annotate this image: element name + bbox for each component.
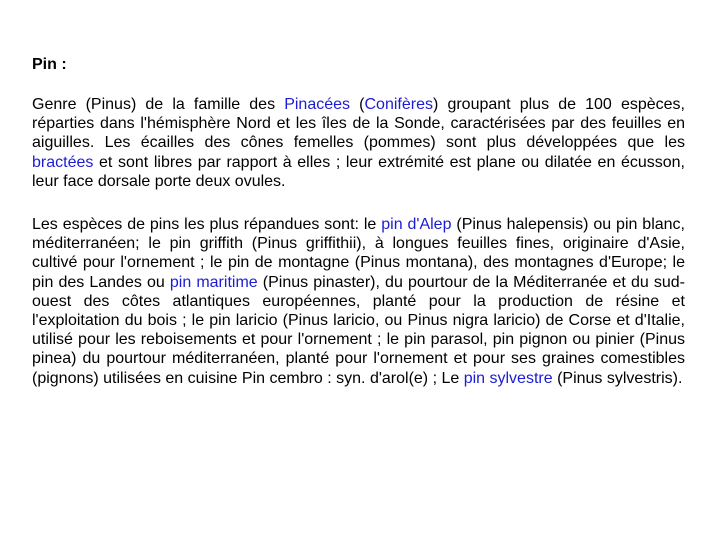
paragraph-text: (Pinus sylvestris).: [552, 369, 683, 387]
paragraph-text: Genre (Pinus) de la famille des: [32, 96, 285, 113]
link-pinacees[interactable]: Pinacées: [284, 96, 351, 113]
paragraph-text: et sont libres par rapport à elles ; leur extrémité est plane ou dilatée en écusson, leur face dorsale porte deux ovules.: [32, 153, 685, 190]
link-pin-maritime[interactable]: pin maritime: [169, 273, 258, 291]
paragraph-text: (Pinus halepensis) ou pin blanc, méditerranéen; le pin griffith (Pinus griffithii), à longues feuilles fines, originaire d'Asie, cultivé pour l'ornement ; le pin de montagne (Pinus montana), des montagnes d'Europe; le pin des Landes ou: [32, 216, 686, 291]
link-pin-alep[interactable]: pin d'Alep: [381, 216, 452, 233]
paragraph-text: (Pinus pinaster), du pourtour de la Méditerranée et du sud-ouest des côtes atlantiques européennes, planté pour la production de résine et l'exploitation du bois ; le pin laricio (Pinus laricio, ou Pinus nigra laricio) de Corse et d'Italie, utilisé pour les reboisements et pour l'ornement ; le pin parasol, pin pignon ou pinier (Pinus pinea) du pourtour méditerranéen, planté pour l'ornement et pour ses graines comestibles (pignons) utilisées en cuisine Pin cembro : syn. d'arol(e) ; Le: [32, 273, 685, 387]
paragraph-text: ) groupant plus de 100 espèces, réparties dans l'hémisphère Nord et les îles de la Sonde, caractérisées par des feuilles en aiguilles. Les écailles des cônes femelles (pommes) sont plus développées que les: [32, 96, 685, 152]
paragraph-genre: [32, 95, 685, 191]
paragraph-especes: [32, 215, 685, 388]
link-pin-sylvestre[interactable]: pin sylvestre: [463, 369, 553, 387]
link-bractees[interactable]: bractées: [32, 153, 94, 171]
paragraph-text: (: [350, 96, 365, 113]
paragraph-text: Les espèces de pins les plus répandues sont: le: [32, 216, 382, 233]
page-title: Pin :: [32, 56, 67, 73]
link-coniferes[interactable]: Conifères: [364, 96, 433, 113]
